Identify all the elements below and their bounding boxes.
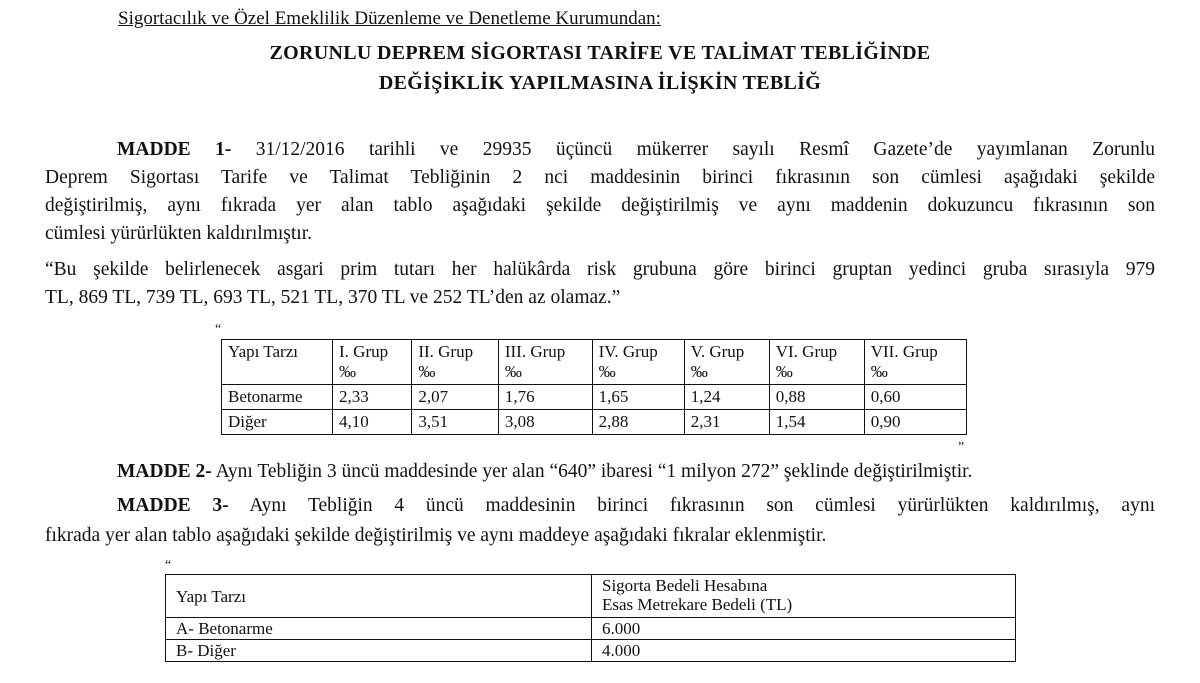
table-cell: 6.000 [592,618,1016,640]
table-row [222,385,967,410]
document-title-line-1: ZORUNLU DEPREM SİGORTASI TARİFE VE TALİMAT TEBLİĞİNDE [269,42,931,64]
table-cell: 2,31 [684,410,769,435]
madde-1-label: MADDE 1- [117,139,232,160]
table-row [222,410,967,435]
header-cell: Yapı Tarzı [222,340,333,385]
madde-1-line-4: cümlesi yürürlükten kaldırılmıştır. [45,223,313,244]
header-cell: VII. Grup ‰ [864,340,966,385]
table-cell: 1,65 [592,385,684,410]
table-cell: 1,54 [769,410,864,435]
table-cell: 2,88 [592,410,684,435]
document-title-line-2: DEĞİŞİKLİK YAPILMASINA İLİŞKİN TEBLİĞ [378,72,822,94]
table-cell: Diğer [222,410,333,435]
table-1-open-quote: “ [215,322,222,337]
table-cell: 2,33 [333,385,412,410]
table-cell: A- Betonarme [166,618,592,640]
header-cell: VI. Grup ‰ [769,340,864,385]
header-cell: IV. Grup ‰ [592,340,684,385]
table-cell: 0,88 [769,385,864,410]
source-institution: Sigortacılık ve Özel Emeklilik Düzenleme ve Denetleme Kurumundan: [118,8,661,29]
table-header-row [166,575,1016,618]
header-cell: V. Grup ‰ [684,340,769,385]
table-cell: 3,08 [498,410,592,435]
madde-3-line-2: fıkrada yer alan tablo aşağıdaki şekilde değiştirilmiş ve aynı maddeye aşağıdaki fıkralar eklenmiştir. [45,525,827,546]
madde-3-label: MADDE 3- [117,495,229,516]
madde-2-line: MADDE 2- Aynı Tebliğin 3 üncü maddesinde yer alan “640” ibaresi “1 milyon 272” şeklinde değiştirilmiştir. [117,461,973,482]
madde-1-line-2: Deprem Sigortası Tarife ve Talimat Tebliğinin 2 nci maddesinin birinci fıkrasının son cümlesi aşağıdaki şekilde [45,167,1155,188]
table-cell: 0,60 [864,385,966,410]
header-cell: I. Grup ‰ [333,340,412,385]
madde-1-quote-line-1: “Bu şekilde belirlenecek asgari prim tutarı her halükârda risk grubuna göre birinci gruptan yedinci gruba sırasıyla 979 [45,259,1155,280]
madde-1-quote-line-2: TL, 869 TL, 739 TL, 693 TL, 521 TL, 370 TL ve 252 TL’den az olamaz.” [45,287,621,308]
table-cell: 0,90 [864,410,966,435]
table-cell: Betonarme [222,385,333,410]
madde-3-line-1: MADDE 3- Aynı Tebliğin 4 üncü maddesinin birinci fıkrasının son cümlesi yürürlükten kaldırılmış, aynı [117,495,1155,516]
table-row [166,618,1016,640]
square-meter-value-table [165,574,1016,662]
table-row [166,640,1016,662]
madde-1-line-1: MADDE 1- 31/12/2016 tarihli ve 29935 üçüncü mükerrer sayılı Resmî Gazete’de yayımlanan Zorunlu [117,139,1155,160]
risk-group-rate-table [221,339,967,435]
table-cell: 1,24 [684,385,769,410]
madde-2-label: MADDE 2- [117,461,212,482]
table-cell: B- Diğer [166,640,592,662]
table-cell: 3,51 [412,410,499,435]
header-cell: Yapı Tarzı [166,575,592,618]
table-1-close-quote: ” [958,440,965,455]
header-cell: Sigorta Bedeli Hesabına Esas Metrekare Bedeli (TL) [592,575,1016,618]
header-cell: III. Grup ‰ [498,340,592,385]
table-cell: 1,76 [498,385,592,410]
madde-1-line-3: değiştirilmiş, aynı fıkrada yer alan tablo aşağıdaki şekilde değiştirilmiş ve aynı maddenin dokuzuncu fıkrasının son [45,195,1155,216]
table-cell: 2,07 [412,385,499,410]
table-header-row [222,340,967,385]
table-2-open-quote: “ [165,558,172,573]
header-cell: II. Grup ‰ [412,340,499,385]
table-cell: 4,10 [333,410,412,435]
table-cell: 4.000 [592,640,1016,662]
